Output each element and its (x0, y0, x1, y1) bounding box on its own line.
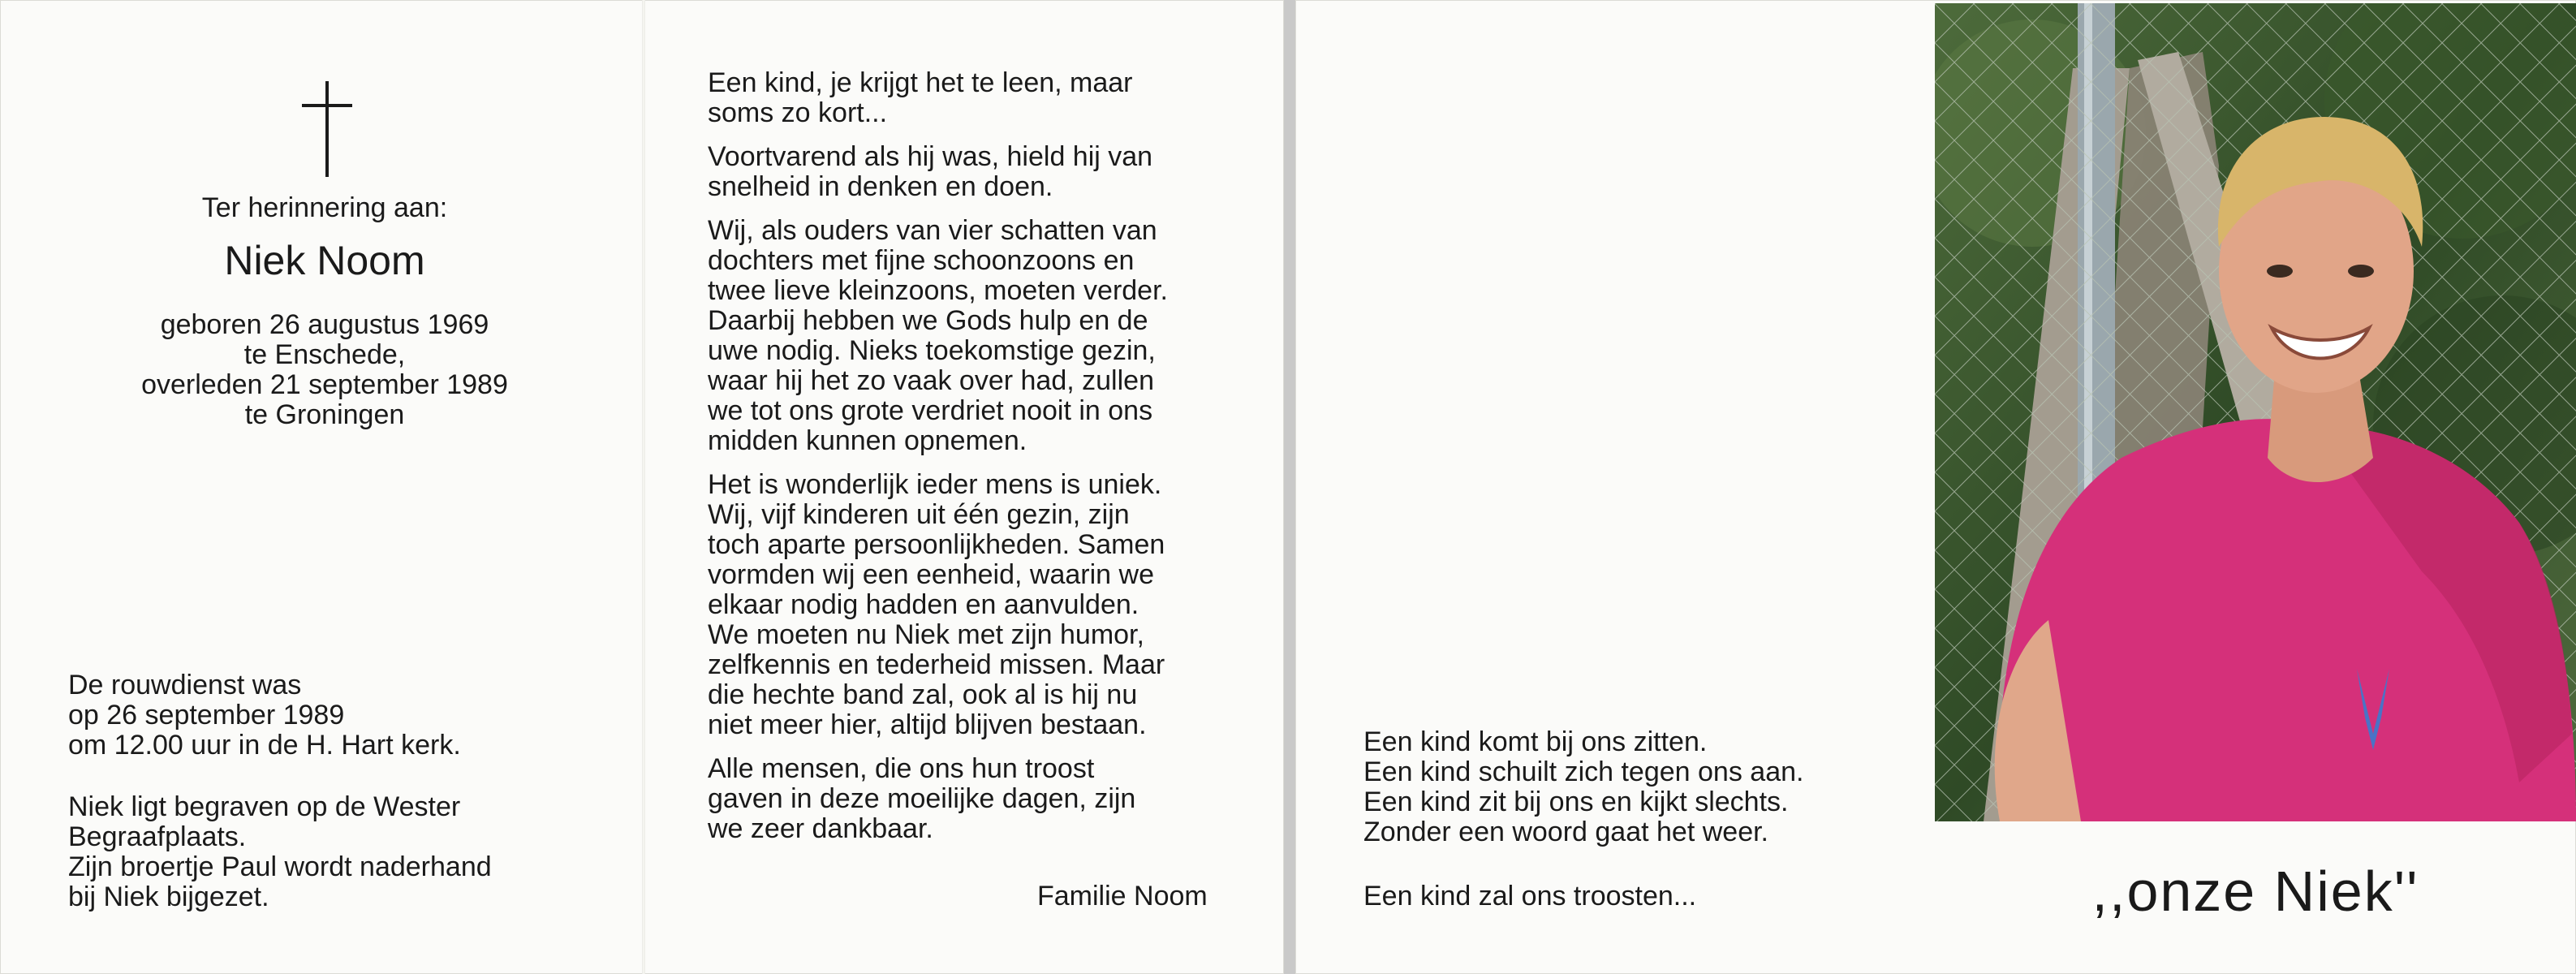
photo-caption: ,,onze Niek'' (2091, 860, 2419, 923)
message-line: waar hij het zo vaak over had, zullen (708, 365, 1154, 396)
message-line: toch aparte persoonlijkheden. Samen (708, 529, 1165, 560)
service-line: op 26 september 1989 (68, 700, 345, 730)
message-paragraph (708, 216, 1168, 456)
birth-death-dates (81, 310, 568, 430)
portrait-photo (1935, 3, 2576, 821)
message-line: We moeten nu Niek met zijn humor, (708, 619, 1144, 650)
message-line: gaven in deze moeilijke dagen, zijn (708, 783, 1136, 814)
message-line: die hechte band zal, ook al is hij nu (708, 679, 1138, 710)
message-line: snelheid in denken en doen. (708, 171, 1053, 202)
date-line: geboren 26 augustus 1969 (160, 309, 489, 340)
burial-line: bij Niek bijgezet. (68, 881, 269, 912)
deceased-name: Niek Noom (224, 238, 425, 283)
message-line: Voortvarend als hij was, hield hij van (708, 141, 1153, 172)
message-line: twee lieve kleinzoons, moeten verder. (708, 275, 1168, 306)
verse-line: Een kind komt bij ons zitten. (1363, 726, 1708, 757)
poem-closing: Een kind zal ons troosten... (1363, 881, 1697, 912)
message-paragraph (708, 68, 1168, 128)
message-line: midden kunnen opnemen. (708, 425, 1027, 456)
service-line: De rouwdienst was (68, 670, 302, 700)
verse-line: Zonder een woord gaat het weer. (1363, 817, 1768, 847)
message-line: we zeer dankbaar. (708, 813, 933, 844)
message-line: Wij, vijf kinderen uit één gezin, zijn (708, 499, 1130, 530)
burial-line: Zijn broertje Paul wordt naderhand (68, 851, 492, 882)
message-line: soms zo kort... (708, 97, 888, 128)
family-signature: Familie Noom (1037, 881, 1208, 912)
message-line: Alle mensen, die ons hun troost (708, 753, 1095, 784)
poem-verse (1363, 727, 1803, 847)
message-line: Wij, als ouders van vier schatten van (708, 215, 1157, 246)
message-line: dochters met fijne schoonzoons en (708, 245, 1135, 276)
message-line: Daarbij hebben we Gods hulp en de (708, 305, 1148, 336)
burial-line: Niek ligt begraven op de Wester (68, 791, 461, 822)
message-paragraph (708, 754, 1168, 844)
cross-icon (300, 81, 354, 177)
message-line: niet meer hier, altijd blijven bestaan. (708, 709, 1147, 740)
message-paragraph (708, 142, 1168, 202)
date-line: te Groningen (244, 399, 405, 430)
burial-info (68, 792, 492, 912)
date-line: overleden 21 september 1989 (141, 369, 508, 400)
message-line: Een kind, je krijgt het te leen, maar (708, 67, 1133, 98)
date-line: te Enschede, (243, 339, 406, 370)
message-line: zelfkennis en tederheid missen. Maar (708, 649, 1165, 680)
card-fold (642, 0, 645, 974)
message-line: uwe nodig. Nieks toekomstige gezin, (708, 335, 1156, 366)
verse-line: Een kind schuilt zich tegen ons aan. (1363, 756, 1804, 787)
service-line: om 12.00 uur in de H. Hart kerk. (68, 730, 461, 761)
funeral-service-info (68, 670, 461, 761)
burial-line: Begraafplaats. (68, 821, 247, 852)
remembrance-intro: Ter herinnering aan: (201, 192, 448, 223)
message-line: vormden wij een eenheid, waarin we (708, 559, 1154, 590)
verse-line: Een kind zit bij ons en kijkt slechts. (1363, 787, 1789, 817)
message-line: Het is wonderlijk ieder mens is uniek. (708, 469, 1162, 500)
message-line: elkaar nodig hadden en aanvulden. (708, 589, 1139, 620)
message-paragraph (708, 470, 1168, 740)
message-line: we tot ons grote verdriet nooit in ons (708, 395, 1153, 426)
family-message (708, 68, 1168, 858)
